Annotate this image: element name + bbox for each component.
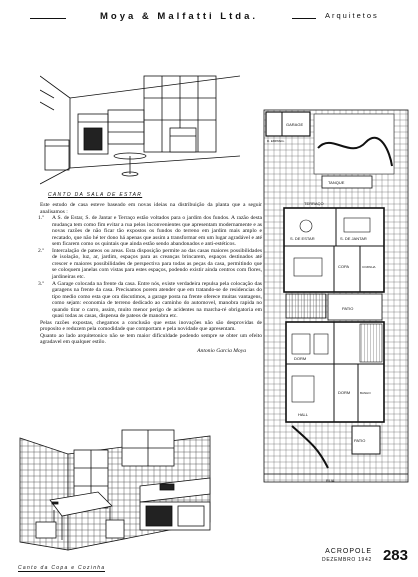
article-intro: Este estudo de casa esteve baseado em novas ideias na distribuição da planta que a seguir analisamos : [40, 202, 262, 215]
header-rule-left [30, 18, 66, 19]
caption-living-room: CANTO DA SALA DE ESTAR [48, 192, 143, 198]
item-number: 3.º [38, 280, 44, 287]
plan-label-estar: S. DE ESTAR [290, 236, 315, 241]
item-number: 2.º [38, 247, 44, 254]
page-header [30, 8, 408, 28]
item-text: A S. de Estar, S. de Jantar e Terraço estão voltados para o jardim dos fundos. A razão desta mudança tem como fim evitar a rua pelos inconvenientes que apresentam modernamente e as novas razões de não ficar tão expostos os fundos do terreno em jardim mais amplo e recatado, que não hé ter dono há apenas que assim a transformar em um lugar agradável e até sem ficarem como os quintais que ainda estão sendo abandonados e anti-estéticos. [52, 215, 262, 248]
plan-label-jantar: S. DE JANTAR [340, 236, 367, 241]
caption-kitchen: Canto da Copa e Cozinha [18, 565, 106, 571]
plan-label-patio-top: PATIO [342, 306, 354, 311]
living-room-sketch [40, 70, 240, 188]
firm-name: Moya & Malfatti Ltda. [100, 11, 259, 22]
plan-label-tanque: TANQUE [328, 180, 345, 185]
article-item-2 [40, 248, 262, 281]
plan-label-dorm-2: DORM [338, 390, 351, 395]
plan-label-terraco: TERRAÇO [304, 201, 324, 206]
article-item-1 [40, 215, 262, 248]
article-body [40, 202, 262, 355]
plan-label-hall: HALL [298, 412, 309, 417]
plan-label-rua: RUA [326, 478, 335, 483]
header-rule-right [292, 18, 316, 19]
article-item-3 [40, 281, 262, 320]
issue-date: DEZEMBRO 1942 [322, 557, 372, 563]
plan-label-garage: GARAGE [286, 122, 304, 127]
plan-label-dorm-1: DORM [294, 356, 307, 361]
firm-role: Arquitetos [325, 11, 379, 20]
plan-label-patio-bottom: PATIO [354, 438, 366, 443]
magazine-name: ACROPOLE [325, 548, 372, 555]
plan-label-copa: COPA [338, 264, 350, 269]
article-author: Antonio Garcia Moya [197, 348, 246, 355]
item-text: A Garage colocada na frente da casa. Entre nós, existe verdadeira repulsa pela colocação das garagens na frente da casa. Precisamos porem atender que em tratando-se de residencias do tipo medio como esta que ora discutimos, a garage posta na frente oferece muitas vantagens, como sejam: economia de terreno dedicado ao caminho do automovel, manobra rapida no quando tirar o carro, assim, muito menor perigo de acidentes na marcha-ré obrigatoria em quasi todas as casas, dispensa de pateos de manobra etc. [52, 280, 262, 320]
floor-plan [262, 108, 410, 486]
item-text: Intercalação de pateos ou areas. Esta disposição permite ao das casas maiores possibilidades de isolação, luz, ar, jardim, espaços para as creanças brincarem, espaços destinados até crescer e maiores possibilidades de perspectiva para todas as peças da casa, permitindo que se coloquem janelas com vistas para estes espaços, podendo existir ainda centros com flores, jardineiras etc. [52, 247, 262, 281]
article-paragraph-2: Quanto ao lado arquitetonico não se tem maior dificuldade podendo sempre se obter um efeito agradavel em qualquer estilo. [40, 332, 262, 346]
plan-label-cozinha: COZINHA [362, 265, 376, 269]
plan-label-empregada: D. EMPREG. [267, 139, 285, 143]
page-footer [288, 545, 408, 569]
item-number: 1.º [38, 215, 44, 222]
page-number: 283 [382, 547, 408, 564]
plan-label-banho: BANHO [360, 391, 371, 395]
kitchen-sketch [10, 410, 250, 558]
article-paragraph-1: Pelas razões expostas, chegamos a conclusão que estas inovações não são desprovidas de proposito e reduzem pela comodidade que comportam e pela novidade que apresentam. [40, 319, 262, 333]
